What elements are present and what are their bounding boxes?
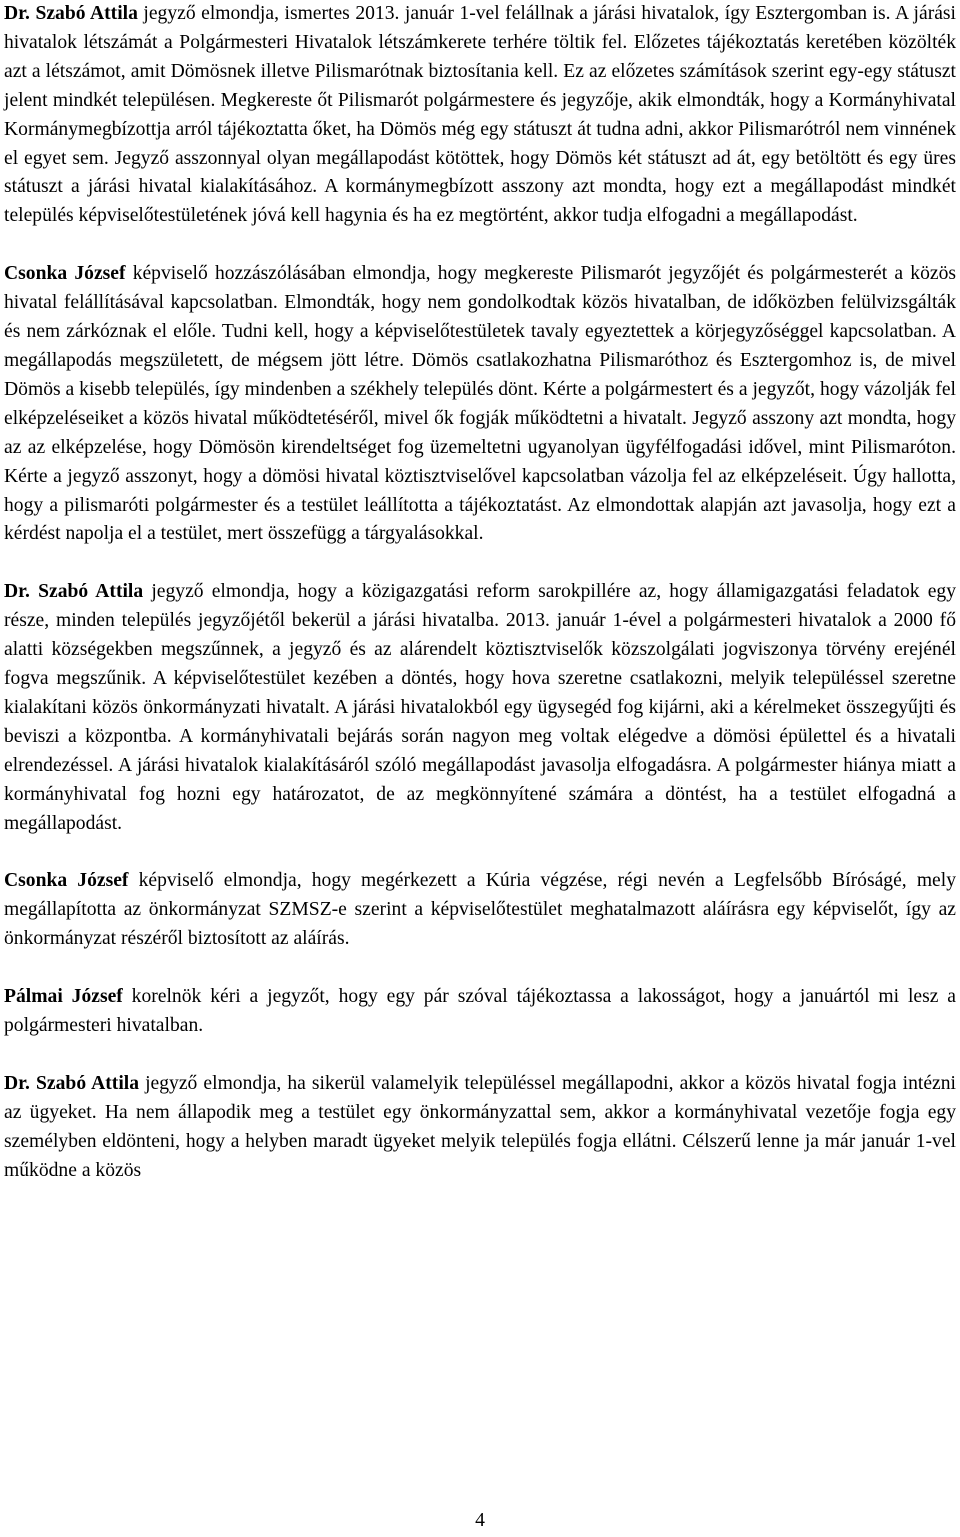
paragraph-3 [4,578,956,838]
paragraph-text: jegyző elmondja, hogy a közigazgatási reform sarokpillére az, hogy államigazgatási feladatok egy része, minden település jegyzőjétől bekerül a járási hivatalba. 2013. január 1-ével a polgármesteri hivatalok a 2000 fő alatti községekben megszűnnek, a jegyző és az alárendelt köztisztviselők közszolgálati jogviszonya törvény erejénél fogva megszűnik. A képviselőtestület kezében a döntés, hogy hova szeretne csatlakozni, melyik településsel szeretne kialakítani közös önkormányzati hivatalt. A járási hivatalokból egy ügysegéd fog kijárni, aki a kérelmeket összegyűjti és beviszi a központba. A kormányhivatali bejárás során nagyon meg voltak elégedve a dömösi épülettel és a hivatali elrendezéssel. A járási hivatalok kialakításáról szóló megállapodást javasolja elfogadásra. A polgármester hiánya miatt a kormányhivatal fog hozni egy határozatot, de az megkönnyítené számára a döntést, ha a testület elfogadná a megállapodást. [4,581,956,834]
document-page [4,0,956,1215]
speaker-name: Pálmai József [4,986,123,1008]
paragraph-text: képviselő hozzászólásában elmondja, hogy megkereste Pilismarót jegyzőjét és polgármesterét a közös hivatal felállításával kapcsolatban. Elmondták, hogy nem gondolkodtak közös hivatalban, de időközben felülvizsgálták és nem zárkóznak el előle. Tudni kell, hogy a képviselőtestületek tavaly egyeztettek a körjegyzőséggel kapcsolatban. A megállapodás megszületett, de mégsem jött létre. Dömös csatlakozhatna Pilismaróthoz és Esztergomhoz is, de mivel Dömös a kisebb település, így mindenben a székhely település dönt. Kérte a polgármestert és a jegyzőt, hogy vázolják fel elképzeléseiket a közös hivatal működtetéséről, mivel ők fogják működtetni a hivatalt. Jegyző asszony azt mondta, hogy az az elképzelése, hogy Dömösön kirendeltséget fog üzemeltetni ugyanolyan ügyfélfogadási idővel, mint Pilismaróton. Kérte a jegyző asszonyt, hogy a dömösi hivatal köztisztviselővel kapcsolatban vázolja fel az elképzeléseit. Úgy hallotta, hogy a pilismaróti polgármester és a testület leállította a tájékoztatást. Az elmondottak alapján azt javasolja, hogy ezt a kérdést napolja el a testület, mert összefügg a tárgyalásokkal. [4,263,956,545]
paragraph-4 [4,867,956,954]
speaker-name: Dr. Szabó Attila [4,581,144,603]
paragraph-text: jegyző elmondja, ha sikerül valamelyik településsel megállapodni, akkor a közös hivatal fogja intézni az ügyeket. Ha nem állapodik meg a testület egy önkormányzattal sem, akkor a kormányhivatal vezetője fogja egy személyben eldönteni, hogy a helyben maradt ügyeket melyik település fogja ellátni. Célszerű lenne ja már január 1-vel működne a közös [4,1073,956,1181]
page-number: 4 [475,1510,485,1531]
speaker-name: Csonka József [4,870,129,892]
paragraph-text: jegyző elmondja, ismertes 2013. január 1-vel felállnak a járási hivatalok, így Esztergomban is. A járási hivatalok létszámát a Polgármesteri Hivatalok létszámkerete terhére töltik fel. Előzetes tájékoztatás keretében közölték azt a létszámot, amit Dömösnek illetve Pilismarótnak biztosítania kell. Ez az előzetes számítások szerint egy-egy státuszt jelent mindkét településen. Megkereste őt Pilismarót polgármestere és jegyzője, akik elmondták, hogy a Kormányhivatal Kormánymegbízottja arról tájékoztatta őket, ha Dömös még egy státuszt át tudna adni, akkor Pilismarótról nem vinnének el egyet sem. Jegyző asszonnyal olyan megállapodást kötöttek, hogy Dömös két státuszt ad át, egy betöltött és egy üres státuszt a járási hivatal kialakításához. A kormánymegbízott asszony azt mondta, hogy ezt a megállapodást mindkét település képviselőtestületének jóvá kell hagynia és ha ez megtörtént, akkor tudja elfogadni a megállapodást. [4,3,956,227]
paragraph-5 [4,983,956,1041]
speaker-name: Dr. Szabó Attila [4,1073,140,1094]
speaker-name: Dr. Szabó Attila [4,3,138,24]
paragraph-2 [4,260,956,549]
paragraph-6 [4,1070,956,1186]
paragraph-1 [4,0,956,231]
speaker-name: Csonka József [4,263,126,285]
paragraph-text: korelnök kéri a jegyzőt, hogy egy pár szóval tájékoztassa a lakosságot, hogy a januártól mi lesz a polgármesteri hivatalban. [4,986,957,1037]
paragraph-text: képviselő elmondja, hogy megérkezett a Kúria végzése, régi nevén a Legfelsőbb Bíróságé, mely megállapította az önkormányzat SZMSZ-e szerint a képviselőtestület meghatalmazott aláírásra egy képviselőt, így az önkormányzat részéről biztosított az aláírás. [4,870,956,950]
